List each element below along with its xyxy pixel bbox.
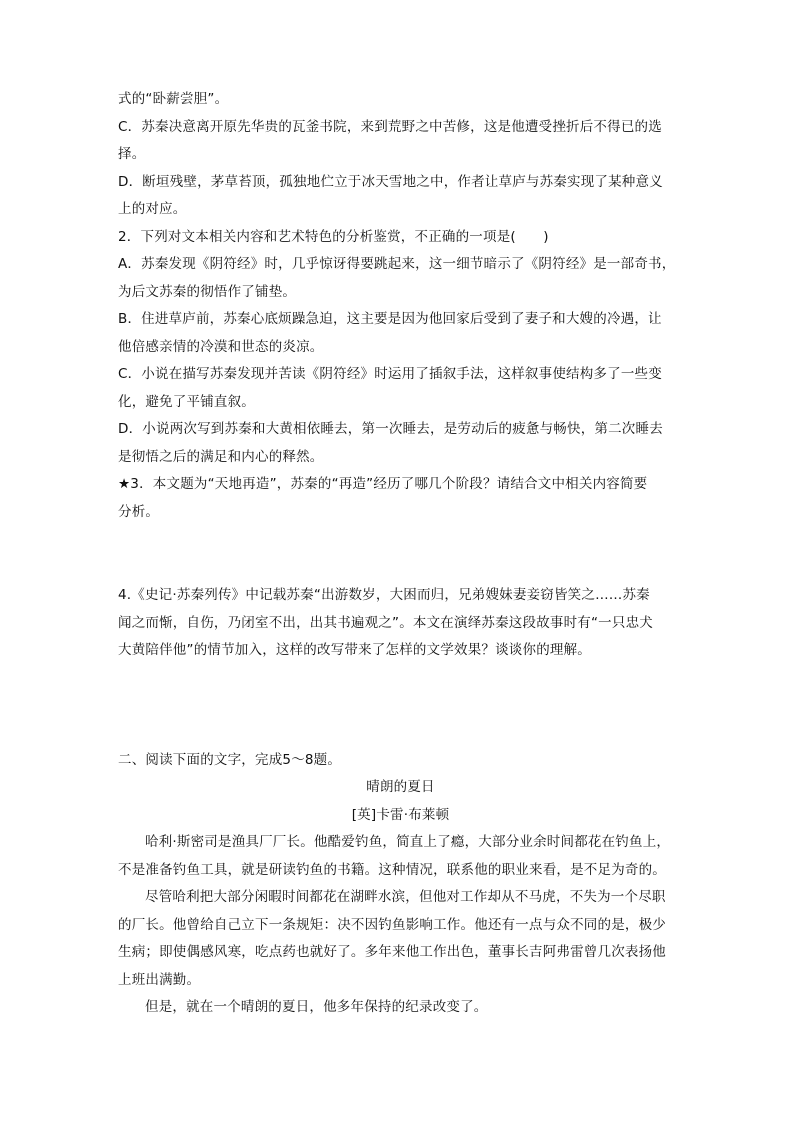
story-author: [英]卡雷·布莱顿	[351, 806, 450, 823]
text-line: 他倍感亲情的冷漠和世态的炎凉。	[118, 338, 324, 355]
paragraph-line: 尽管哈利把大部分闲暇时间都花在湖畔水滨，但他对工作却从不马虎，不失为一个尽职	[145, 889, 666, 905]
paragraph-line: 生病；即使偶感风寒，吃点药也就好了。多年来他工作出色，董事长吉阿弗雷曾几次表扬他	[118, 944, 666, 960]
section-heading: 二、阅读下面的文字，完成5～8题。	[118, 751, 342, 768]
text-line: 是彻悟之后的满足和内心的释然。	[118, 448, 324, 465]
text-line: D．小说两次写到苏秦和大黄相依睡去，第一次睡去，是劳动后的疲惫与畅快，第二次睡去	[118, 421, 663, 437]
paragraph-line: 不是准备钓鱼工具，就是研读钓鱼的书籍。这种情况，联系他的职业来看，是不足为奇的。	[118, 861, 666, 878]
document-body	[118, 86, 683, 1022]
section-two	[118, 747, 683, 1022]
text-line: 上的对应。	[118, 201, 187, 217]
paragraph-line: 但是，就在一个晴朗的夏日，他多年保持的纪录改变了。	[145, 999, 488, 1015]
paragraph-line: 的厂长。他曾给自己立下一条规矩：决不因钓鱼影响工作。他还有一点与众不同的是，极少	[118, 916, 666, 933]
text-line: 为后文苏秦的彻悟作了铺垫。	[118, 283, 297, 300]
story-title: 晴朗的夏日	[366, 779, 435, 795]
text-line: 分析。	[118, 503, 160, 520]
text-line: 大黄陪伴他”的情节加入，这样的改写带来了怎样的文学效果？谈谈你的理解。	[118, 642, 591, 658]
question-3: ★3．本文题为“天地再造”，苏秦的“再造”经历了哪几个阶段？请结合文中相关内容简要	[118, 476, 648, 492]
text-line: 4.《史记·苏秦列传》中记载苏秦“出游数岁，大困而归，兄弟嫂妹妻妾窃皆笑之……苏秦	[118, 587, 650, 603]
text-line: 闻之而惭，自伤，乃闭室不出，出其书遍观之”。本文在演绎苏秦这段故事时有“一只忠犬	[118, 614, 653, 631]
paragraph-line: 上班出满勤。	[118, 971, 201, 988]
text-line: 择。	[118, 146, 146, 162]
text-line: 式的“卧薪尝胆”。	[118, 91, 229, 107]
text-line: B．住进草庐前，苏秦心底烦躁急迫，这主要是因为他回家后受到了妻子和大嫂的冷遇，让	[118, 311, 662, 327]
text-line: A．苏秦发现《阴符经》时，几乎惊讶得要跳起来，这一细节暗示了《阴符经》是一部奇书，	[118, 256, 676, 272]
text-line: C．苏秦决意离开原先华贵的瓦釜书院，来到荒野之中苦修，这是他遭受挫折后不得已的选	[118, 118, 662, 135]
answer-space	[118, 526, 683, 582]
text-line: D．断垣残壁，茅草苔顶，孤独地伫立于冰天雪地之中，作者让草庐与苏秦实现了某种意义	[118, 173, 663, 190]
text-line: 化，避免了平铺直叙。	[118, 393, 255, 410]
question-block-1-3	[118, 86, 683, 526]
paragraph-line: 哈利·斯密司是渔具厂厂长。他酷爱钓鱼，简直上了瘾，大部分业余时间都花在钓鱼上，	[145, 834, 671, 850]
text-line: C．小说在描写苏秦发现并苦读《阴符经》时运用了插叙手法，这样叙事使结构多了一些变	[118, 366, 662, 382]
question-4	[118, 582, 683, 665]
answer-space	[118, 665, 683, 747]
question-2: 2．下列对文本相关内容和艺术特色的分析鉴赏，不正确的一项是( )	[118, 228, 549, 245]
